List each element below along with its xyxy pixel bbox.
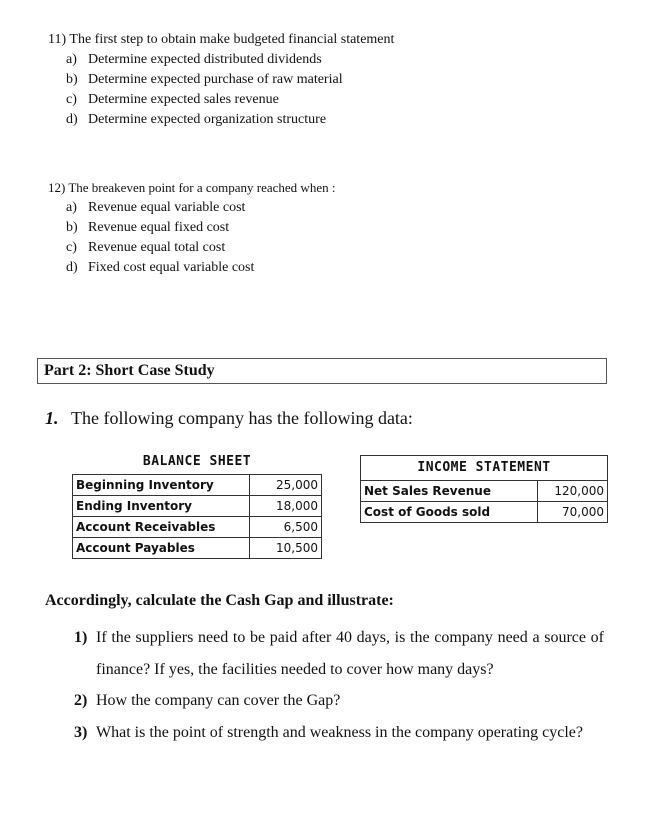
table-row	[73, 496, 322, 517]
option-letter: d)	[66, 112, 78, 127]
task-text: What is the point of strength and weakness in the company operating cycle?	[96, 723, 583, 741]
option-text: Revenue equal variable cost	[88, 200, 246, 215]
row-value: 25,000	[250, 475, 322, 496]
option-text: Determine expected sales revenue	[88, 92, 279, 107]
option-letter: b)	[66, 220, 78, 235]
task-item	[74, 685, 604, 717]
option-letter: a)	[66, 200, 77, 215]
table-row	[73, 538, 322, 559]
task-text: If the suppliers need to be paid after 40 days, is the company need a source of finance? If yes, the facilities needed to cover how many days?	[96, 629, 604, 678]
balance-sheet-title: BALANCE SHEET	[142, 454, 252, 469]
task-number: 1)	[74, 629, 88, 646]
option-letter: d)	[66, 260, 78, 275]
table-row	[73, 517, 322, 538]
task-list	[74, 622, 604, 748]
task-item	[74, 622, 604, 685]
option-c	[48, 90, 394, 110]
calculation-heading: Accordingly, calculate the Cash Gap and illustrate:	[45, 592, 394, 609]
task-number: 3)	[74, 723, 88, 741]
question-11	[48, 30, 394, 130]
case-number: 1.	[45, 408, 59, 428]
option-d	[48, 258, 335, 278]
option-b	[48, 218, 335, 238]
row-value: 70,000	[538, 502, 608, 523]
row-label: Account Receivables	[73, 517, 250, 538]
option-text: Determine expected organization structure	[88, 112, 327, 127]
table-row	[361, 502, 608, 523]
table-row	[361, 481, 608, 502]
question-12	[48, 178, 335, 278]
part-2-heading: Part 2: Short Case Study	[37, 358, 607, 384]
case-intro	[45, 406, 413, 430]
option-d	[48, 110, 394, 130]
option-a	[48, 198, 335, 218]
income-statement-title: INCOME STATEMENT	[361, 456, 608, 481]
row-value: 120,000	[538, 481, 608, 502]
table-header-row	[73, 450, 322, 475]
question-stem: 11) The first step to obtain make budgeted financial statement	[48, 32, 395, 47]
row-label: Net Sales Revenue	[361, 481, 538, 502]
option-b	[48, 70, 394, 90]
row-value: 6,500	[250, 517, 322, 538]
option-letter: a)	[66, 52, 77, 67]
option-letter: b)	[66, 72, 78, 87]
option-text: Determine expected distributed dividends	[88, 52, 322, 67]
task-number: 2)	[74, 692, 88, 709]
table-header-row	[361, 456, 608, 481]
case-text: The following company has the following data:	[71, 408, 413, 428]
row-label: Cost of Goods sold	[361, 502, 538, 523]
row-label: Ending Inventory	[73, 496, 250, 517]
option-text: Revenue equal fixed cost	[88, 220, 230, 235]
table-row	[73, 475, 322, 496]
row-label: Account Payables	[73, 538, 250, 559]
task-text: How the company can cover the Gap?	[96, 692, 341, 709]
question-stem: 12) The breakeven point for a company reached when :	[48, 180, 336, 195]
row-value: 10,500	[250, 538, 322, 559]
option-letter: c)	[66, 92, 77, 107]
option-a	[48, 50, 394, 70]
row-label: Beginning Inventory	[73, 475, 250, 496]
task-item	[74, 717, 604, 749]
row-value: 18,000	[250, 496, 322, 517]
income-statement-table	[360, 455, 608, 523]
balance-sheet-table	[72, 450, 322, 559]
option-text: Fixed cost equal variable cost	[88, 260, 255, 275]
option-text: Revenue equal total cost	[88, 240, 226, 255]
option-letter: c)	[66, 240, 77, 255]
option-c	[48, 238, 335, 258]
option-text: Determine expected purchase of raw material	[88, 72, 343, 87]
